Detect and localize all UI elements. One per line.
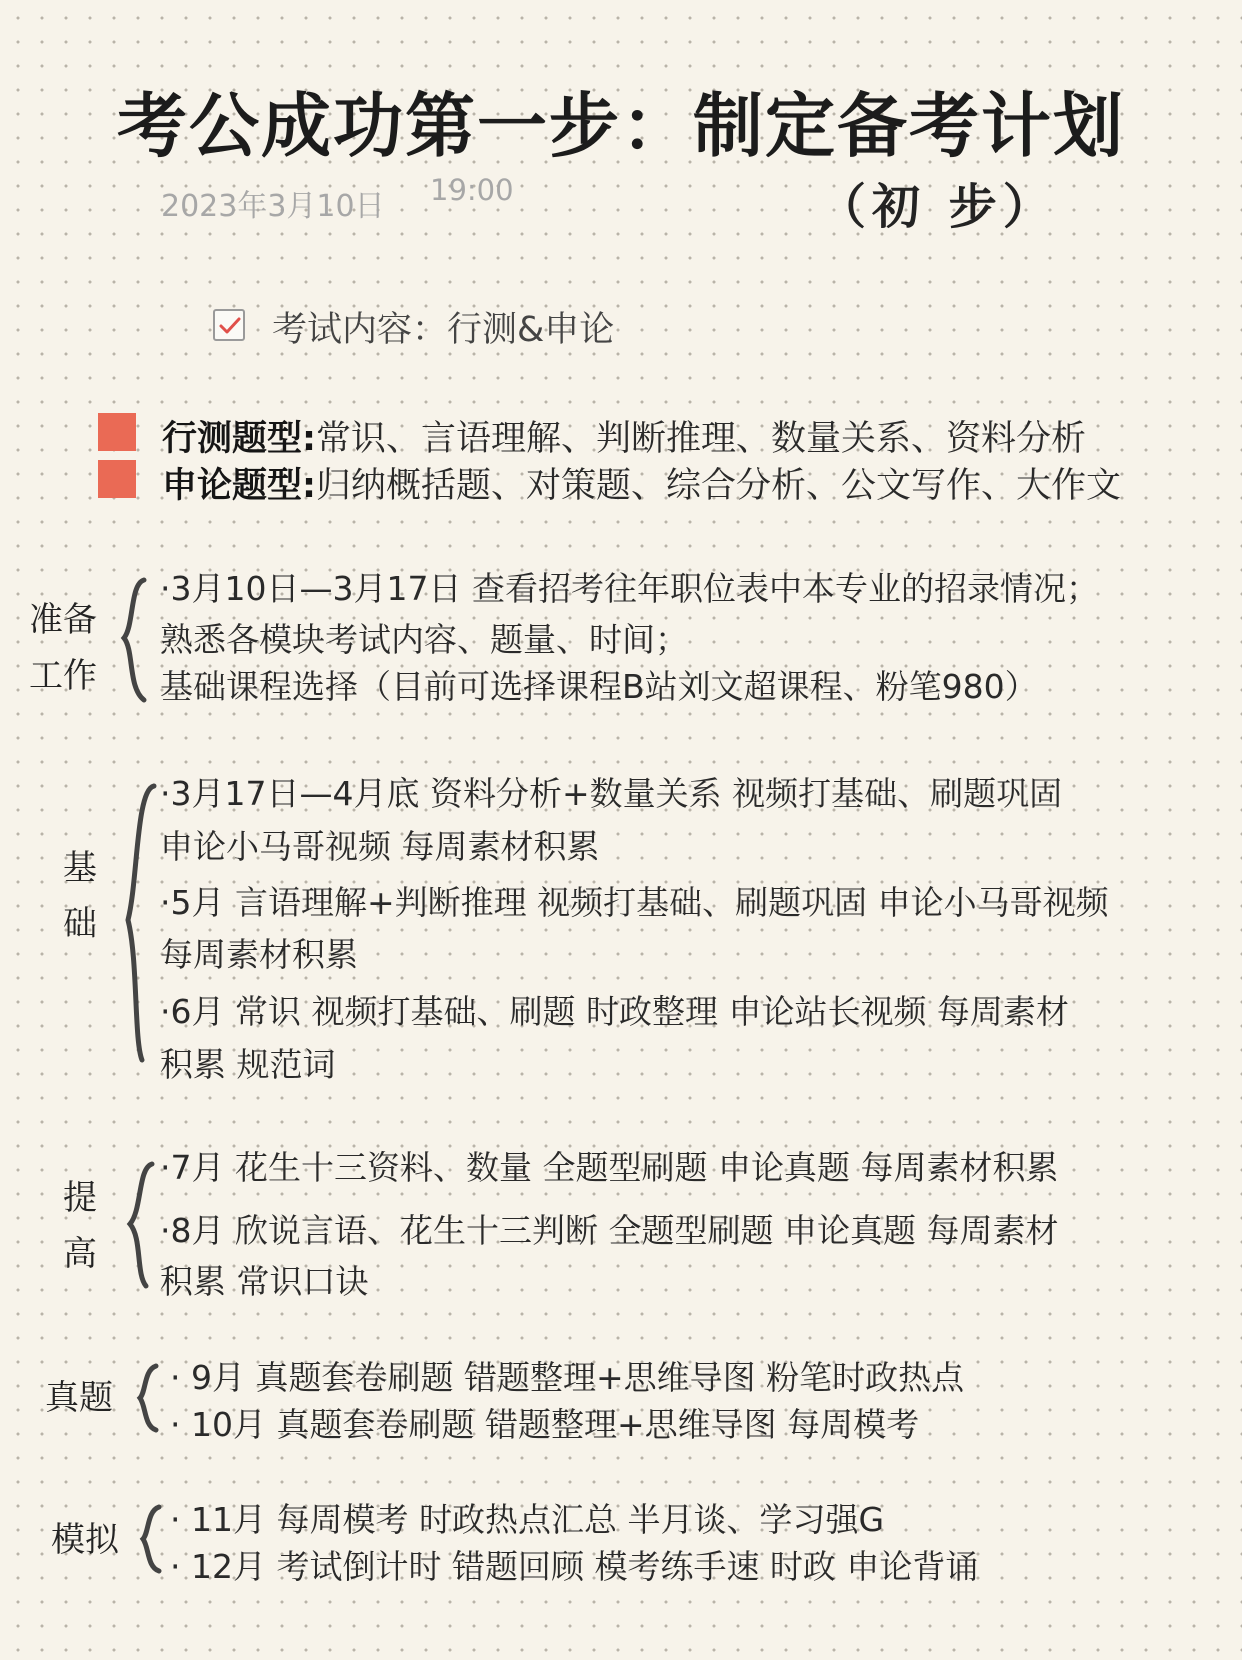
curly-bracket-icon: [137, 1503, 163, 1575]
plan-line: ·8月 欣说言语、花生十三判断 全题型刷题 申论真题 每周素材: [160, 1211, 1059, 1250]
plan-line: 积累 规范词: [160, 1045, 336, 1084]
question-type-xingce: [162, 411, 1086, 461]
curly-bracket-icon: [124, 1160, 158, 1290]
section-label-line: 提: [63, 1178, 97, 1218]
question-type-shenlun: [162, 458, 1121, 508]
section-label-line: 模拟: [51, 1520, 119, 1560]
section-label-basic: [35, 840, 125, 952]
plan-line: 基础课程选择（目前可选择课程B站刘文超课程、粉笔980）: [160, 667, 1038, 706]
plan-line: · 12月 考试倒计时 错题回顾 模考练手速 时政 申论背诵: [170, 1547, 979, 1586]
plan-line: 申论小马哥视频 每周素材积累: [160, 827, 600, 866]
time-stamp: 19:00: [430, 173, 514, 207]
page-title: 考公成功第一步：制定备考计划: [117, 85, 1125, 167]
question-type-text: 常识、言语理解、判断推理、数量关系、资料分析: [316, 419, 1087, 459]
section-label-line: 基: [63, 848, 97, 888]
plan-line: ·7月 花生十三资料、数量 全题型刷题 申论真题 每周素材积累: [160, 1148, 1059, 1187]
question-type-label: 申论题型:: [162, 466, 316, 506]
curly-bracket-icon: [134, 1362, 160, 1434]
section-label-line: 准备: [29, 600, 97, 640]
bullet-square-icon: [98, 413, 136, 451]
section-label-improve: [35, 1170, 125, 1282]
curly-bracket-icon: [118, 780, 160, 1066]
section-label-line: 工作: [29, 656, 97, 696]
plan-line: ·3月10日—3月17日 查看招考往年职位表中本专业的招录情况；: [160, 569, 1099, 608]
exam-content: 考试内容：行测&申论: [272, 310, 615, 350]
bullet-square-icon: [98, 460, 136, 498]
section-label-line: 础: [63, 904, 97, 944]
plan-line: 每周素材积累: [160, 935, 358, 974]
section-label-line: 高: [63, 1234, 97, 1274]
plan-line: ·6月 常识 视频打基础、刷题 时政整理 申论站长视频 每周素材: [160, 992, 1069, 1031]
plan-line: ·5月 言语理解+判断推理 视频打基础、刷题巩固 申论小马哥视频: [160, 883, 1109, 922]
handwritten-note: （初 步）: [818, 179, 1057, 235]
section-label-real-exam: [34, 1370, 124, 1426]
plan-line: · 10月 真题套卷刷题 错题整理+思维导图 每周模考: [170, 1405, 920, 1444]
plan-line: 熟悉各模块考试内容、题量、时间；: [160, 620, 688, 659]
curly-bracket-icon: [118, 576, 150, 704]
question-type-text: 归纳概括题、对策题、综合分析、公文写作、大作文: [316, 466, 1122, 506]
plan-line: ·3月17日—4月底 资料分析+数量关系 视频打基础、刷题巩固: [160, 774, 1063, 813]
plan-line: 积累 常识口诀: [160, 1262, 369, 1301]
question-type-label: 行测题型:: [162, 419, 316, 459]
section-label-mock: [40, 1512, 130, 1568]
plan-line: · 9月 真题套卷刷题 错题整理+思维导图 粉笔时政热点: [170, 1358, 965, 1397]
check-icon[interactable]: [213, 309, 245, 341]
section-label-line: 真题: [45, 1378, 113, 1418]
plan-line: · 11月 每周模考 时政热点汇总 半月谈、学习强G: [170, 1500, 885, 1539]
section-label-prep: [18, 592, 108, 704]
date-stamp: 2023年3月10日: [161, 189, 385, 224]
